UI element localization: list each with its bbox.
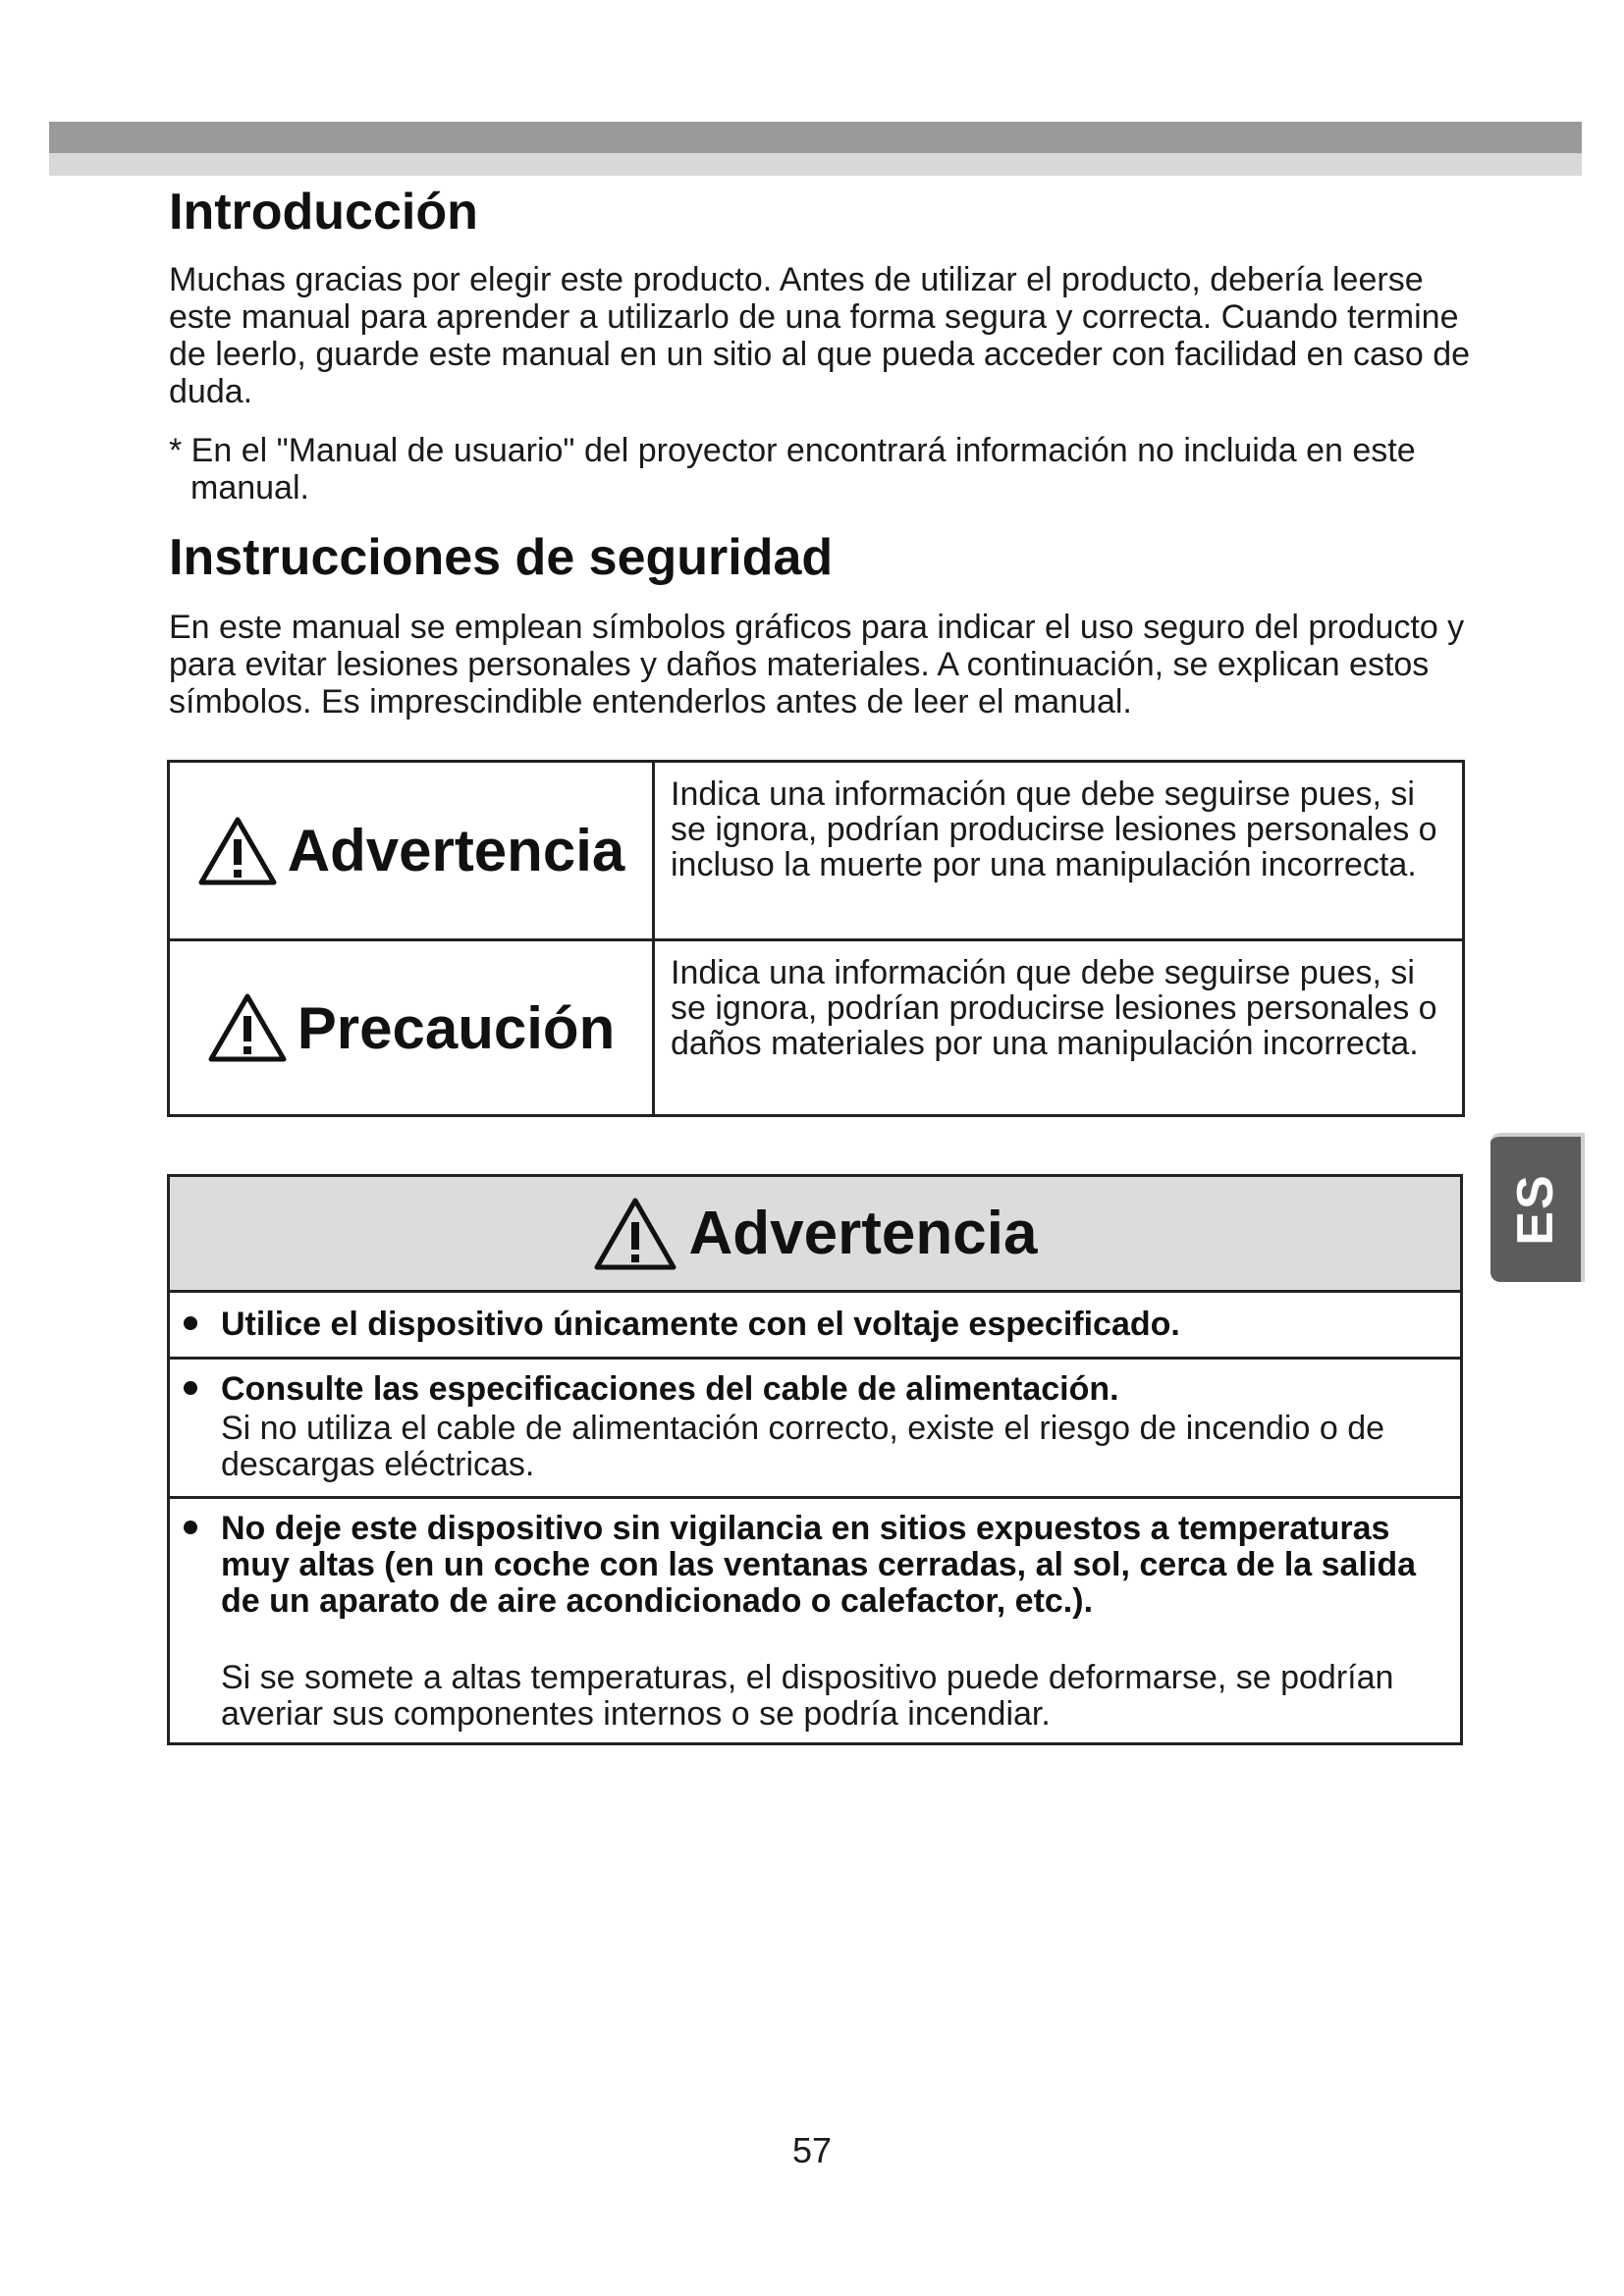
language-tab xyxy=(1490,1133,1585,1282)
symbol-description: Indica una información que debe seguirse pues, si se ignora, podrían producirse lesiones personales o daños materiales por una manipulación incorrecta. xyxy=(671,954,1437,1062)
symbol-description: Indica una información que debe seguirse pues, si se ignora, podrían producirse lesiones personales o incluso la muerte por una manipulación incorrecta. xyxy=(671,775,1437,883)
warning-triangle-icon xyxy=(197,816,278,886)
bullet-icon xyxy=(184,1521,197,1534)
page-number: 57 xyxy=(791,2130,833,2170)
warning-item xyxy=(170,1499,1460,1742)
warning-box-header xyxy=(170,1177,1460,1293)
language-tab-label: ES xyxy=(1507,1173,1564,1246)
warning-box-heading: Advertencia xyxy=(688,1200,1038,1267)
symbol-row-warning xyxy=(170,763,1462,941)
bullet-icon xyxy=(184,1316,197,1330)
symbol-label: Advertencia xyxy=(287,818,625,883)
warning-item-body: Si se somete a altas temperaturas, el dispositivo puede deformarse, se podrían averiar sus componentes internos o se podría incendiar. xyxy=(221,1659,1394,1733)
header-band-light xyxy=(49,153,1582,176)
warning-item-title: No deje este dispositivo sin vigilancia en sitios expuestos a temperaturas muy altas (en un coche con las ventanas cerradas, al sol, cerca de la salida de un aparato de aire acondicionado o calefactor, etc.). xyxy=(221,1510,1417,1620)
warning-triangle-icon xyxy=(593,1197,677,1271)
safety-title: Instrucciones de seguridad xyxy=(169,529,834,586)
symbols-table xyxy=(167,760,1465,1117)
warning-box xyxy=(167,1174,1463,1745)
symbol-label-cell xyxy=(170,763,655,938)
symbol-label: Precaución xyxy=(297,994,616,1061)
header-band-dark xyxy=(49,122,1582,153)
header-band xyxy=(49,122,1582,176)
bullet-icon xyxy=(184,1381,197,1395)
symbol-label-cell xyxy=(170,941,655,1114)
intro-note: * En el "Manual de usuario" del proyector encontrará información no incluida en este manual. xyxy=(169,432,1416,507)
intro-title: Introducción xyxy=(169,184,478,240)
warning-item-title: Consulte las especificaciones del cable de alimentación. xyxy=(221,1370,1119,1408)
warning-item-body: Si no utiliza el cable de alimentación correcto, existe el riesgo de incendio o de descargas eléctricas. xyxy=(221,1410,1385,1483)
warning-triangle-icon xyxy=(207,992,288,1063)
warning-item xyxy=(170,1293,1460,1360)
warning-item xyxy=(170,1360,1460,1499)
warning-item-title: Utilice el dispositivo únicamente con el voltaje especificado. xyxy=(221,1306,1180,1343)
intro-paragraph: Muchas gracias por elegir este producto. Antes de utilizar el producto, debería leerse este manual para aprender a utilizarlo de una forma segura y correcta. Cuando termine de leerlo, guarde este manual en un sitio al que pueda acceder con facilidad en caso de duda. xyxy=(169,261,1471,410)
symbol-row-caution xyxy=(170,941,1462,1114)
safety-paragraph: En este manual se emplean símbolos gráficos para indicar el uso seguro del producto y para evitar lesiones personales y daños materiales. A continuación, se explican estos símbolos. Es imprescindible entenderlos antes de leer el manual. xyxy=(169,609,1465,721)
